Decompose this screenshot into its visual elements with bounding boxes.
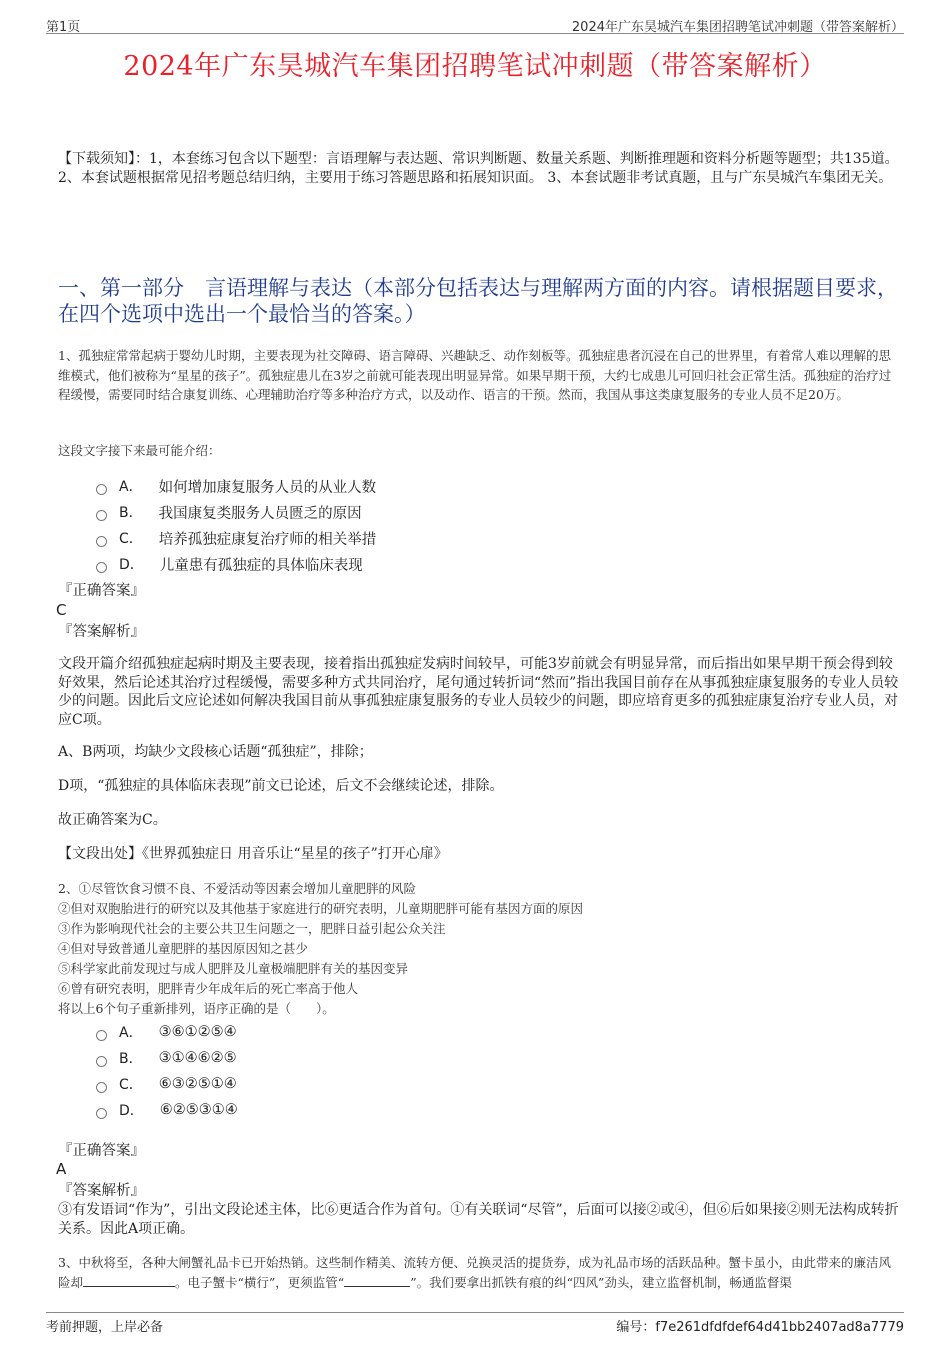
answer-label: 『正确答案』 bbox=[58, 583, 145, 599]
stem-text: 3、中秋将至，各种大闸蟹礼品卡已开始热销。这些制作精美、流转方便、兑换灵活的提货券，成为礼品市场的活跃品种。蟹卡虽小，由此带来的廉洁风险却 bbox=[58, 1255, 891, 1290]
sentence-line: ④但对导致普通儿童肥胖的基因原因知之甚少 bbox=[58, 941, 309, 956]
question-2-options bbox=[96, 1019, 238, 1123]
analysis-paragraph: A、B两项，均缺少文段核心话题“孤独症”，排除； bbox=[58, 744, 373, 760]
option-text: 我国康复类服务人员匮乏的原因 bbox=[158, 505, 362, 522]
radio-icon[interactable] bbox=[96, 562, 107, 573]
sentence-line: ⑤科学家此前发现过与成人肥胖及儿童极端肥胖有关的基因变异 bbox=[58, 961, 409, 976]
sentence-line: ③作为影响现代社会的主要公共卫生问题之一，肥胖日益引起公众关注 bbox=[58, 921, 446, 936]
correct-answer: A bbox=[56, 1160, 67, 1178]
option-c[interactable] bbox=[96, 1071, 238, 1097]
option-d[interactable] bbox=[96, 1097, 238, 1123]
question-1-prompt: 这段文字接下来最可能介绍： bbox=[58, 443, 221, 458]
source-citation: 【文段出处】《世界孤独症日 用音乐让“星星的孩子”打开心扉》 bbox=[58, 846, 448, 862]
option-letter: B． bbox=[119, 1051, 143, 1067]
header-divider bbox=[46, 33, 904, 34]
radio-icon[interactable] bbox=[96, 1056, 107, 1067]
correct-answer: C bbox=[56, 601, 67, 619]
option-c[interactable] bbox=[96, 525, 376, 551]
option-text: ⑥②⑤③①④ bbox=[159, 1102, 238, 1118]
page-number: 第1页 bbox=[46, 20, 81, 35]
option-b[interactable] bbox=[96, 1045, 238, 1071]
analysis-label: 『答案解析』 bbox=[58, 624, 145, 640]
question-2-prompt: 将以上6个句子重新排列，语序正确的是（ ）。 bbox=[58, 1001, 335, 1016]
sentence-line: 2、①尽管饮食习惯不良、不爱活动等因素会增加儿童肥胖的风险 bbox=[58, 881, 416, 896]
radio-icon[interactable] bbox=[96, 484, 107, 495]
analysis-paragraph: 故正确答案为C。 bbox=[58, 812, 167, 828]
answer-label: 『正确答案』 bbox=[58, 1143, 145, 1159]
fill-blank[interactable] bbox=[344, 1274, 410, 1287]
option-text: ⑥③②⑤①④ bbox=[158, 1076, 237, 1092]
option-letter: A． bbox=[119, 479, 143, 495]
option-letter: D． bbox=[119, 557, 144, 573]
document-id: 编号：f7e261dfdfdef64d41bb2407ad8a7779 bbox=[616, 1320, 904, 1335]
question-1-stem: 1、孤独症常常起病于婴幼儿时期，主要表现为社交障碍、语言障碍、兴趣缺乏、动作刻板等。孤独症患者沉浸在自己的世界里，有着常人难以理解的思维模式，他们被称为“星星的孩子”。孤独症患儿在3岁之前就可能表现出明显异常。如果早期干预，大约七成患儿可回归社会正常生活。孤独症的治疗过程缓慢，需要同时结合康复训练、心理辅助治疗等多种治疗方式，以及动作、语言的干预。然而，我国从事这类康复服务的专业人员不足20万。 bbox=[58, 348, 892, 403]
radio-icon[interactable] bbox=[96, 510, 107, 521]
footer-divider bbox=[46, 1312, 904, 1313]
option-text: 如何增加康复服务人员的从业人数 bbox=[158, 479, 377, 496]
sentence-line: ⑥曾有研究表明，肥胖青少年成年后的死亡率高于他人 bbox=[58, 981, 359, 996]
sentence-line: ②但对双胞胎进行的研究以及其他基于家庭进行的研究表明，儿童期肥胖可能有基因方面的原因 bbox=[58, 901, 584, 916]
analysis-paragraph: D项，“孤独症的具体临床表现”前文已论述，后文不会继续论述，排除。 bbox=[58, 778, 504, 794]
footer-slogan: 考前押题，上岸必备 bbox=[46, 1320, 164, 1335]
option-letter: A． bbox=[119, 1025, 143, 1041]
analysis-paragraph: 文段开篇介绍孤独症起病时期及主要表现，接着指出孤独症发病时间较早，可能3岁前就会有明显异常，而后指出如果早期干预会得到较好效果，然后论述其治疗过程缓慢，需要多种方式共同治疗，尾句通过转折词“然而”指出我国目前存在从事孤独症康复服务的专业人员较少的问题。因此后文应论述如何解决我国目前从事孤独症康复服务的专业人员较少的问题，即应培育更多的孤独症康复治疗专业人员，对应C项。 bbox=[58, 656, 899, 728]
fill-blank[interactable] bbox=[83, 1274, 175, 1287]
option-text: 儿童患有孤独症的具体临床表现 bbox=[159, 557, 363, 574]
option-a[interactable] bbox=[96, 473, 376, 499]
option-letter: B． bbox=[119, 505, 143, 521]
question-3-stem bbox=[58, 1253, 900, 1293]
option-text: 培养孤独症康复治疗师的相关举措 bbox=[158, 531, 377, 548]
radio-icon[interactable] bbox=[96, 1082, 107, 1093]
option-text: ③⑥①②⑤④ bbox=[158, 1024, 237, 1040]
question-1-options bbox=[96, 473, 376, 577]
document-title: 2024年广东昊城汽车集团招聘笔试冲刺题（带答案解析） bbox=[123, 51, 827, 82]
option-d[interactable] bbox=[96, 551, 376, 577]
stem-text: ”。我们要拿出抓铁有痕的纠“四风”劲头，建立监督机制，畅通监督渠 bbox=[410, 1275, 792, 1290]
option-a[interactable] bbox=[96, 1019, 238, 1045]
radio-icon[interactable] bbox=[96, 1108, 107, 1119]
option-letter: D． bbox=[119, 1103, 144, 1119]
option-letter: C． bbox=[119, 1077, 143, 1093]
stem-text: 。电子蟹卡“横行”，更须监管“ bbox=[175, 1275, 345, 1290]
option-text: ③①④⑥②⑤ bbox=[158, 1050, 237, 1066]
running-header-title: 2024年广东昊城汽车集团招聘笔试冲刺题（带答案解析） bbox=[571, 20, 904, 35]
section-heading: 一、第一部分 言语理解与表达（本部分包括表达与理解两方面的内容。请根据题目要求，在四个选项中选出一个最恰当的答案。） bbox=[58, 276, 898, 326]
question-2-stem bbox=[58, 879, 900, 1019]
option-letter: C． bbox=[119, 531, 143, 547]
radio-icon[interactable] bbox=[96, 536, 107, 547]
radio-icon[interactable] bbox=[96, 1030, 107, 1041]
option-b[interactable] bbox=[96, 499, 376, 525]
analysis-paragraph: ③有发语词“作为”，引出文段论述主体，比⑥更适合作为首句。①有关联词“尽管”，后面可以接②或④，但⑥后如果接②则无法构成转折关系。因此A项正确。 bbox=[58, 1202, 899, 1237]
download-notice: 【下载须知】：1，本套练习包含以下题型：言语理解与表达题、常识判断题、数量关系题、判断推理题和资料分析题等题型；共135道。 2、本套试题根据常见招考题总结归纳，主要用于练习答题思路和拓展知识面。 3、本套试题非考试真题，且与广东昊城汽车集团无关。 bbox=[58, 151, 899, 186]
analysis-label: 『答案解析』 bbox=[58, 1183, 145, 1199]
